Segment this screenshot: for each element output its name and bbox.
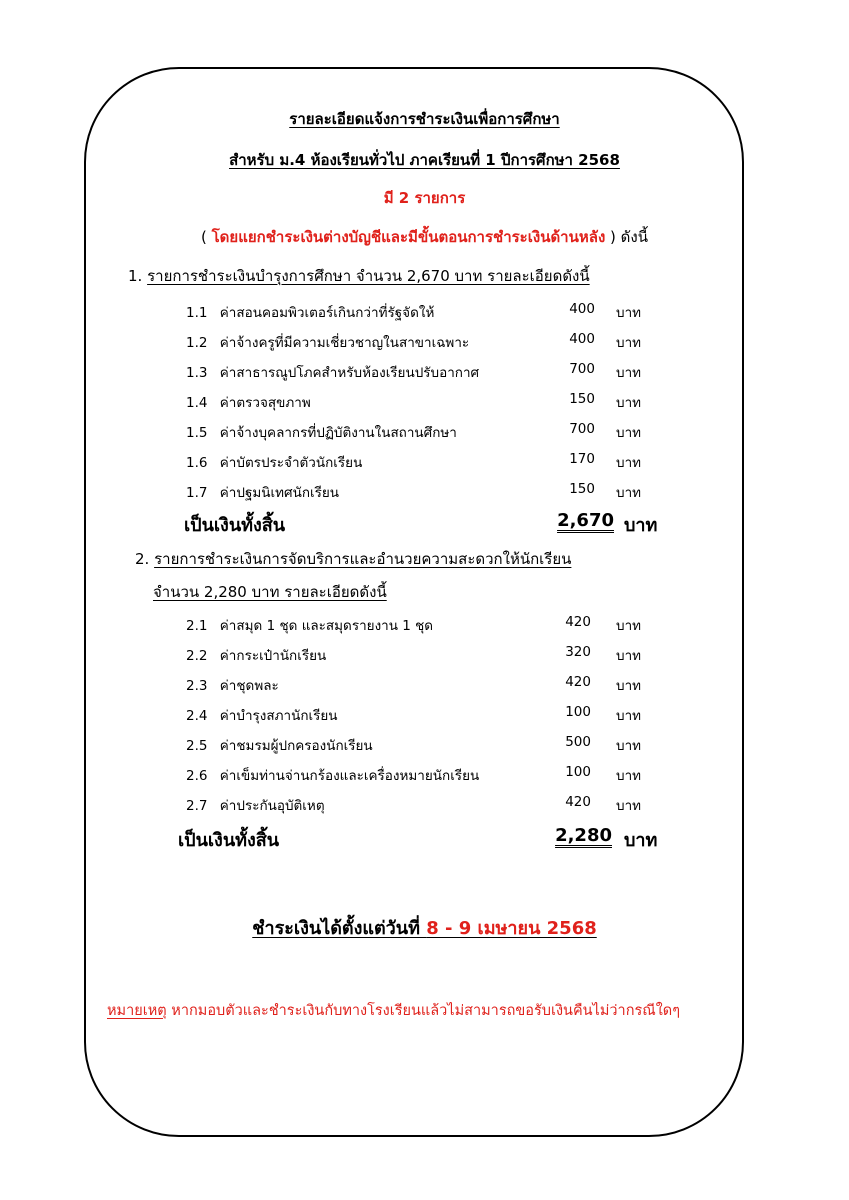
line-item-number: 2.1 <box>186 618 208 634</box>
line-item-number: 1.5 <box>186 425 208 441</box>
line-item-label <box>186 794 325 816</box>
paren-close: ) ดังนี้ <box>605 228 648 246</box>
line-item-number: 1.4 <box>186 395 208 411</box>
line-item-unit: บาท <box>616 768 642 784</box>
title-text: รายละเอียดแจ้งการชำระเงินเพื่อการศึกษา <box>289 110 560 128</box>
line-item-unit: บาท <box>616 305 642 321</box>
section1-total-amount: 2,670 <box>557 510 614 531</box>
line-item-unit: บาท <box>616 798 642 814</box>
line-item-label <box>186 391 311 413</box>
line-item-number: 1.1 <box>186 305 208 321</box>
line-item-amount: 150 <box>569 481 595 497</box>
line-item-unit: บาท <box>616 738 642 754</box>
section1-number: 1. <box>128 267 143 285</box>
section2-heading-line2 <box>153 580 387 604</box>
line-item-number: 2.2 <box>186 648 208 664</box>
item-count: มี 2 รายการ <box>383 189 466 207</box>
line-item-amount: 420 <box>565 794 591 810</box>
line-item-label <box>186 704 338 726</box>
remark-text: หากมอบตัวและชำระเงินกับทางโรงเรียนแล้วไม่สามารถขอรับเงินคืนไม่ว่ากรณีใดๆ <box>166 1003 681 1019</box>
payment-note-line <box>0 225 849 249</box>
line-item-label <box>186 301 434 323</box>
line-item-text: ค่าจ้างบุคลากรที่ปฏิบัติงานในสถานศึกษา <box>219 425 457 441</box>
line-item-label <box>186 764 479 786</box>
line-item-text: ค่าชุดพละ <box>219 678 279 694</box>
line-item-text: ค่าเข็มท่านจ่านกร้องและเครื่องหมายนักเรียน <box>219 768 480 784</box>
line-item-text: ค่าสาธารณูปโภคสำหรับห้องเรียนปรับอากาศ <box>219 365 480 381</box>
line-item-amount: 700 <box>569 421 595 437</box>
line-item-text: ค่ากระเป๋านักเรียน <box>219 648 327 664</box>
line-item-label <box>186 734 373 756</box>
line-item-label <box>186 481 339 503</box>
line-item-unit: บาท <box>616 365 642 381</box>
line-item-unit: บาท <box>616 455 642 471</box>
line-item-amount: 100 <box>565 764 591 780</box>
remark-line <box>107 999 680 1022</box>
line-item-amount: 150 <box>569 391 595 407</box>
line-item-number: 1.7 <box>186 485 208 501</box>
line-item-amount: 420 <box>565 614 591 630</box>
line-item-unit: บาท <box>616 485 642 501</box>
line-item-label <box>186 421 457 443</box>
section2-title2: จำนวน 2,280 บาท รายละเอียดดังนี้ <box>153 583 387 601</box>
line-item-text: ค่าบำรุงสภานักเรียน <box>219 708 338 724</box>
subtitle-text: สำหรับ ม.4 ห้องเรียนทั่วไป ภาคเรียนที่ 1 ปีการศึกษา 2568 <box>229 151 620 169</box>
line-item-unit: บาท <box>616 395 642 411</box>
line-item-text: ค่าประกันอุบัติเหตุ <box>219 798 325 814</box>
payment-date-range: 8 - 9 เมษายน 2568 <box>426 918 597 939</box>
line-item-unit: บาท <box>616 425 642 441</box>
line-item-number: 1.3 <box>186 365 208 381</box>
section2-number: 2. <box>135 550 150 568</box>
line-item-text: ค่าจ้างครูที่มีความเชี่ยวชาญในสาขาเฉพาะ <box>219 335 470 351</box>
line-item-text: ค่าสมุด 1 ชุด และสมุดรายงาน 1 ชุด <box>219 618 434 634</box>
line-item-amount: 700 <box>569 361 595 377</box>
line-item-label <box>186 451 362 473</box>
line-item-text: ค่าบัตรประจำตัวนักเรียน <box>219 455 363 471</box>
line-item-label <box>186 674 279 696</box>
document-title <box>0 107 849 131</box>
line-item-number: 2.4 <box>186 708 208 724</box>
section2-total-label: เป็นเงินทั้งสิ้น <box>178 830 280 851</box>
section1-heading <box>128 264 590 288</box>
line-item-unit: บาท <box>616 335 642 351</box>
line-item-text: ค่าชมรมผู้ปกครองนักเรียน <box>219 738 373 754</box>
line-item-label <box>186 361 479 383</box>
line-item-unit: บาท <box>616 708 642 724</box>
line-item-amount: 500 <box>565 734 591 750</box>
line-item-amount: 400 <box>569 331 595 347</box>
section2-heading <box>135 547 571 571</box>
section2-title: รายการชำระเงินการจัดบริการและอำนวยความสะดวกให้นักเรียน <box>154 550 572 568</box>
line-item-number: 2.7 <box>186 798 208 814</box>
line-item-text: ค่าตรวจสุขภาพ <box>219 395 311 411</box>
line-item-label <box>186 614 433 636</box>
document-subtitle <box>0 148 849 172</box>
paren-open: ( <box>201 228 212 246</box>
line-item-amount: 320 <box>565 644 591 660</box>
section1-total-label: เป็นเงินทั้งสิ้น <box>184 515 286 536</box>
line-item-amount: 100 <box>565 704 591 720</box>
line-item-unit: บาท <box>616 618 642 634</box>
line-item-amount: 170 <box>569 451 595 467</box>
line-item-number: 1.2 <box>186 335 208 351</box>
section2-total-amount: 2,280 <box>555 825 612 846</box>
payment-label <box>252 918 597 939</box>
payment-label-text: ชำระเงินได้ตั้งแต่วันที่ <box>252 918 427 939</box>
line-item-number: 2.6 <box>186 768 208 784</box>
separate-account-note: โดยแยกชำระเงินต่างบัญชีและมีขั้นตอนการชำระเงินด้านหลัง <box>211 228 606 246</box>
payment-dates <box>0 913 849 942</box>
line-item-amount: 400 <box>569 301 595 317</box>
section1-title: รายการชำระเงินบำรุงการศึกษา จำนวน 2,670 บาท รายละเอียดดังนี้ <box>147 267 590 285</box>
line-item-number: 2.5 <box>186 738 208 754</box>
section1-total-unit: บาท <box>624 515 658 536</box>
line-item-number: 1.6 <box>186 455 208 471</box>
line-item-label <box>186 644 326 666</box>
remark-label: หมายเหตุ <box>107 1003 167 1019</box>
line-item-label <box>186 331 469 353</box>
line-item-text: ค่าปฐมนิเทศนักเรียน <box>219 485 340 501</box>
line-item-number: 2.3 <box>186 678 208 694</box>
section2-total-unit: บาท <box>624 830 658 851</box>
line-item-amount: 420 <box>565 674 591 690</box>
line-item-unit: บาท <box>616 678 642 694</box>
line-item-text: ค่าสอนคอมพิวเตอร์เกินกว่าที่รัฐจัดให้ <box>219 305 435 321</box>
line-item-unit: บาท <box>616 648 642 664</box>
